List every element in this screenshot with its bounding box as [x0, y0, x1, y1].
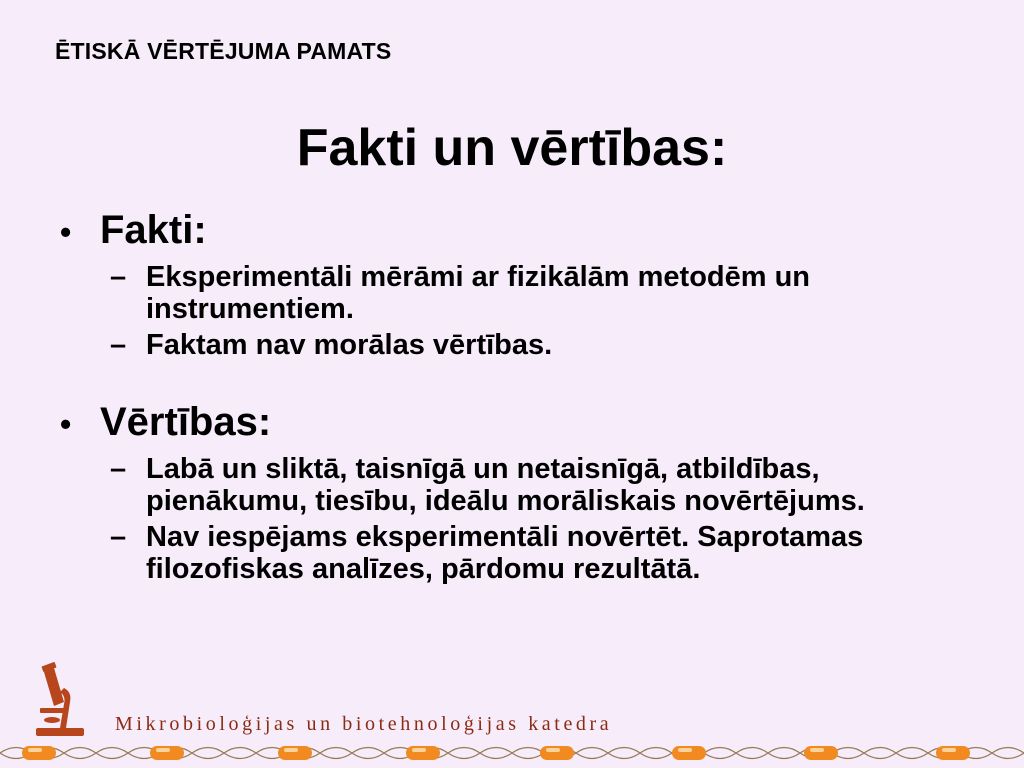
- footer-text: Mikrobioloģijas un biotehnoloģijas katedra: [115, 713, 613, 735]
- sub-item: [110, 453, 1010, 517]
- sub-item-text: Nav iespējams eksperimentāli novērtēt. Saprotamas filozofiskas analīzes, pārdomu rezultātā.: [146, 521, 864, 585]
- microscope-logo-icon: [30, 662, 94, 740]
- bullet-dot: •: [60, 214, 72, 250]
- dash-marker: –: [110, 261, 127, 293]
- bead-chain-decoration: [0, 738, 1024, 768]
- bullet-dot: •: [60, 406, 72, 442]
- dash-marker: –: [110, 329, 127, 361]
- sub-item: [110, 261, 1010, 325]
- sub-item: [110, 521, 1010, 585]
- bullet-fakti: [60, 205, 1010, 257]
- sub-item-text: Faktam nav morālas vērtības.: [146, 329, 553, 361]
- slide-header: ĒTISKĀ VĒRTĒJUMA PAMATS: [55, 38, 392, 64]
- dash-marker: –: [110, 453, 127, 485]
- sub-item-text: Labā un sliktā, taisnīgā un netaisnīgā, atbildības, pienākumu, tiesību, ideālu morāliskais novērtējums.: [146, 453, 865, 517]
- bullet-list: [60, 205, 1010, 585]
- bullet-vertibas: [60, 397, 1010, 449]
- sub-item: [110, 329, 1010, 361]
- bullet-heading: Vērtības:: [100, 400, 272, 444]
- dash-marker: –: [110, 521, 127, 553]
- bullet-heading: Fakti:: [100, 208, 207, 252]
- slide-title: Fakti un vērtības:: [296, 119, 728, 177]
- sub-item-text: Eksperimentāli mērāmi ar fizikālām metodēm un instrumentiem.: [146, 261, 811, 325]
